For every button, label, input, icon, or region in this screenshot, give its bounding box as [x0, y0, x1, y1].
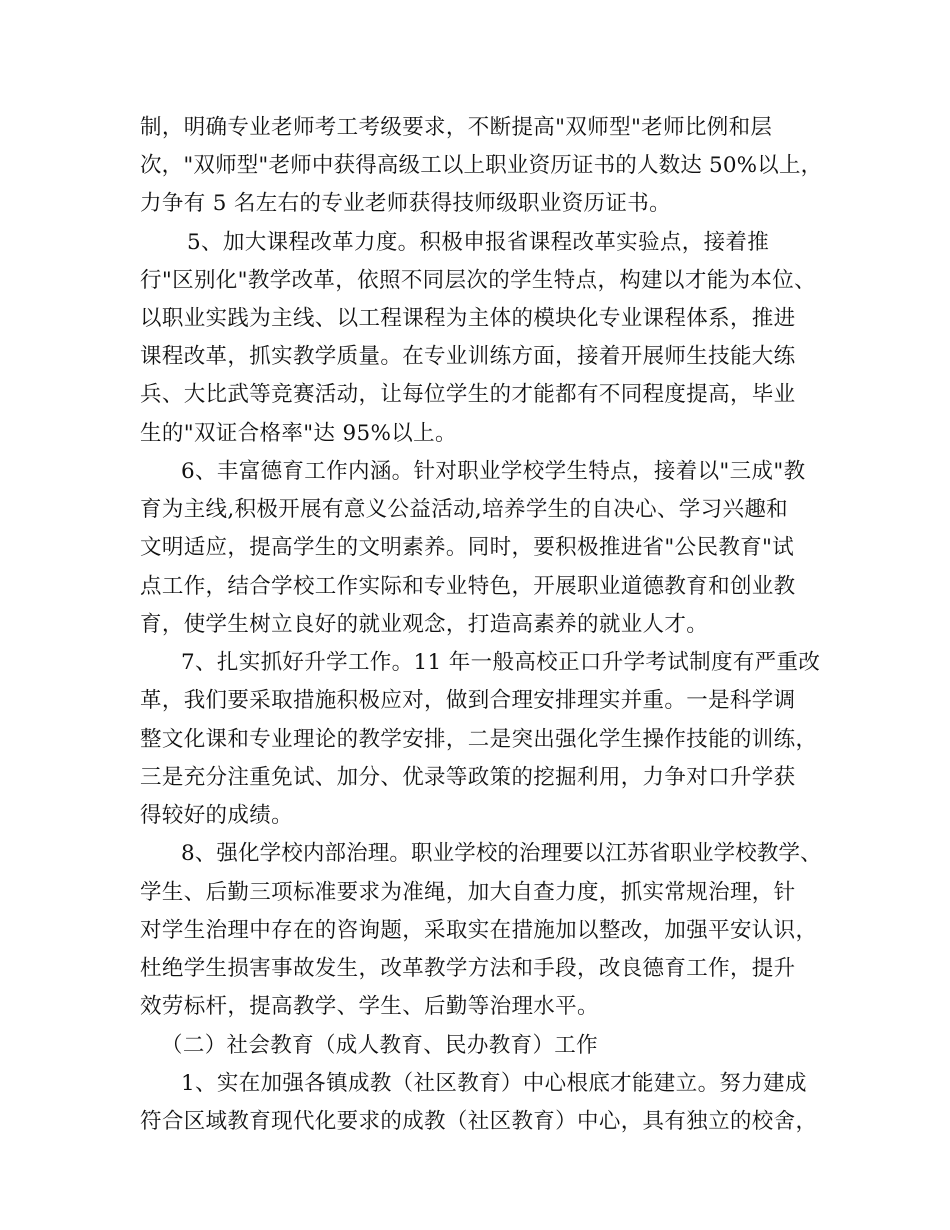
text-line: 育，使学生树立良好的就业观念，打造高素养的就业人才。: [140, 612, 709, 637]
text-line: 三是充分注重免试、加分、优录等政策的挖掘利用，力争对口升学获: [140, 765, 796, 790]
text-line: 学生、后勤三项标准要求为准绳，加大自查力度，抓实常规治理，针: [140, 880, 796, 905]
text-line: 生的"双证合格率"达 95%以上。: [140, 421, 457, 446]
text-line: 整文化课和专业理论的教学安排，二是突出强化学生操作技能的训练，: [140, 727, 818, 752]
text-line: 兵、大比武等竞赛活动，让每位学生的才能都有不同程度提高，毕业: [140, 382, 796, 407]
text-line: 点工作，结合学校工作实际和专业特色，开展职业道德教育和创业教: [140, 574, 796, 599]
text-line: 符合区域教育现代化要求的成教（社区教育）中心，具有独立的校舍，: [140, 1109, 818, 1134]
text-line: 5、加大课程改革力度。积极申报省课程改革实验点，接着推: [187, 230, 770, 255]
text-line: 课程改革，抓实教学质量。在专业训练方面，接着开展师生技能大练: [140, 344, 796, 369]
text-line: 6、丰富德育工作内涵。针对职业学校学生特点，接着以"三成"教: [181, 459, 806, 484]
section-heading: （二）社会教育（成人教育、民办教育）工作: [161, 1033, 599, 1058]
text-line: 行"区别化"教学改革，依照不同层次的学生特点，构建以才能为本位、: [140, 268, 816, 293]
text-line: 次，"双师型"老师中获得高级工以上职业资历证书的人数达 50%以上，: [140, 153, 823, 178]
text-line: 效劳标杆，提高教学、学生、后勤等治理水平。: [140, 994, 599, 1019]
text-line: 文明适应，提高学生的文明素养。同时，要积极推进省"公民教育"试: [140, 535, 795, 560]
text-line: 革，我们要采取措施积极应对，做到合理安排理实并重。一是科学调: [140, 688, 796, 713]
text-line: 对学生治理中存在的咨询题，采取实在措施加以整改，加强平安认识，: [140, 918, 818, 943]
text-line: 8、强化学校内部治理。职业学校的治理要以江苏省职业学校教学、: [181, 841, 822, 866]
text-line: 杜绝学生损害事故发生，改革教学方法和手段，改良德育工作，提升: [140, 956, 796, 981]
text-line: 1、实在加强各镇成教（社区教育）中心根底才能建立。努力建成: [181, 1071, 807, 1096]
text-line: 以职业实践为主线、以工程课程为主体的模块化专业课程体系，推进: [140, 306, 796, 331]
text-line: 力争有 5 名左右的专业老师获得技师级职业资历证书。: [140, 191, 671, 216]
text-line: 7、扎实抓好升学工作。11 年一般高校正口升学考试制度有严重改: [181, 650, 821, 675]
text-line: 得较好的成绩。: [140, 803, 293, 828]
text-line: 制，明确专业老师考工考级要求，不断提高"双师型"老师比例和层: [140, 115, 773, 140]
text-line: 育为主线,积极开展有意义公益活动,培养学生的自决心、学习兴趣和: [140, 497, 789, 522]
